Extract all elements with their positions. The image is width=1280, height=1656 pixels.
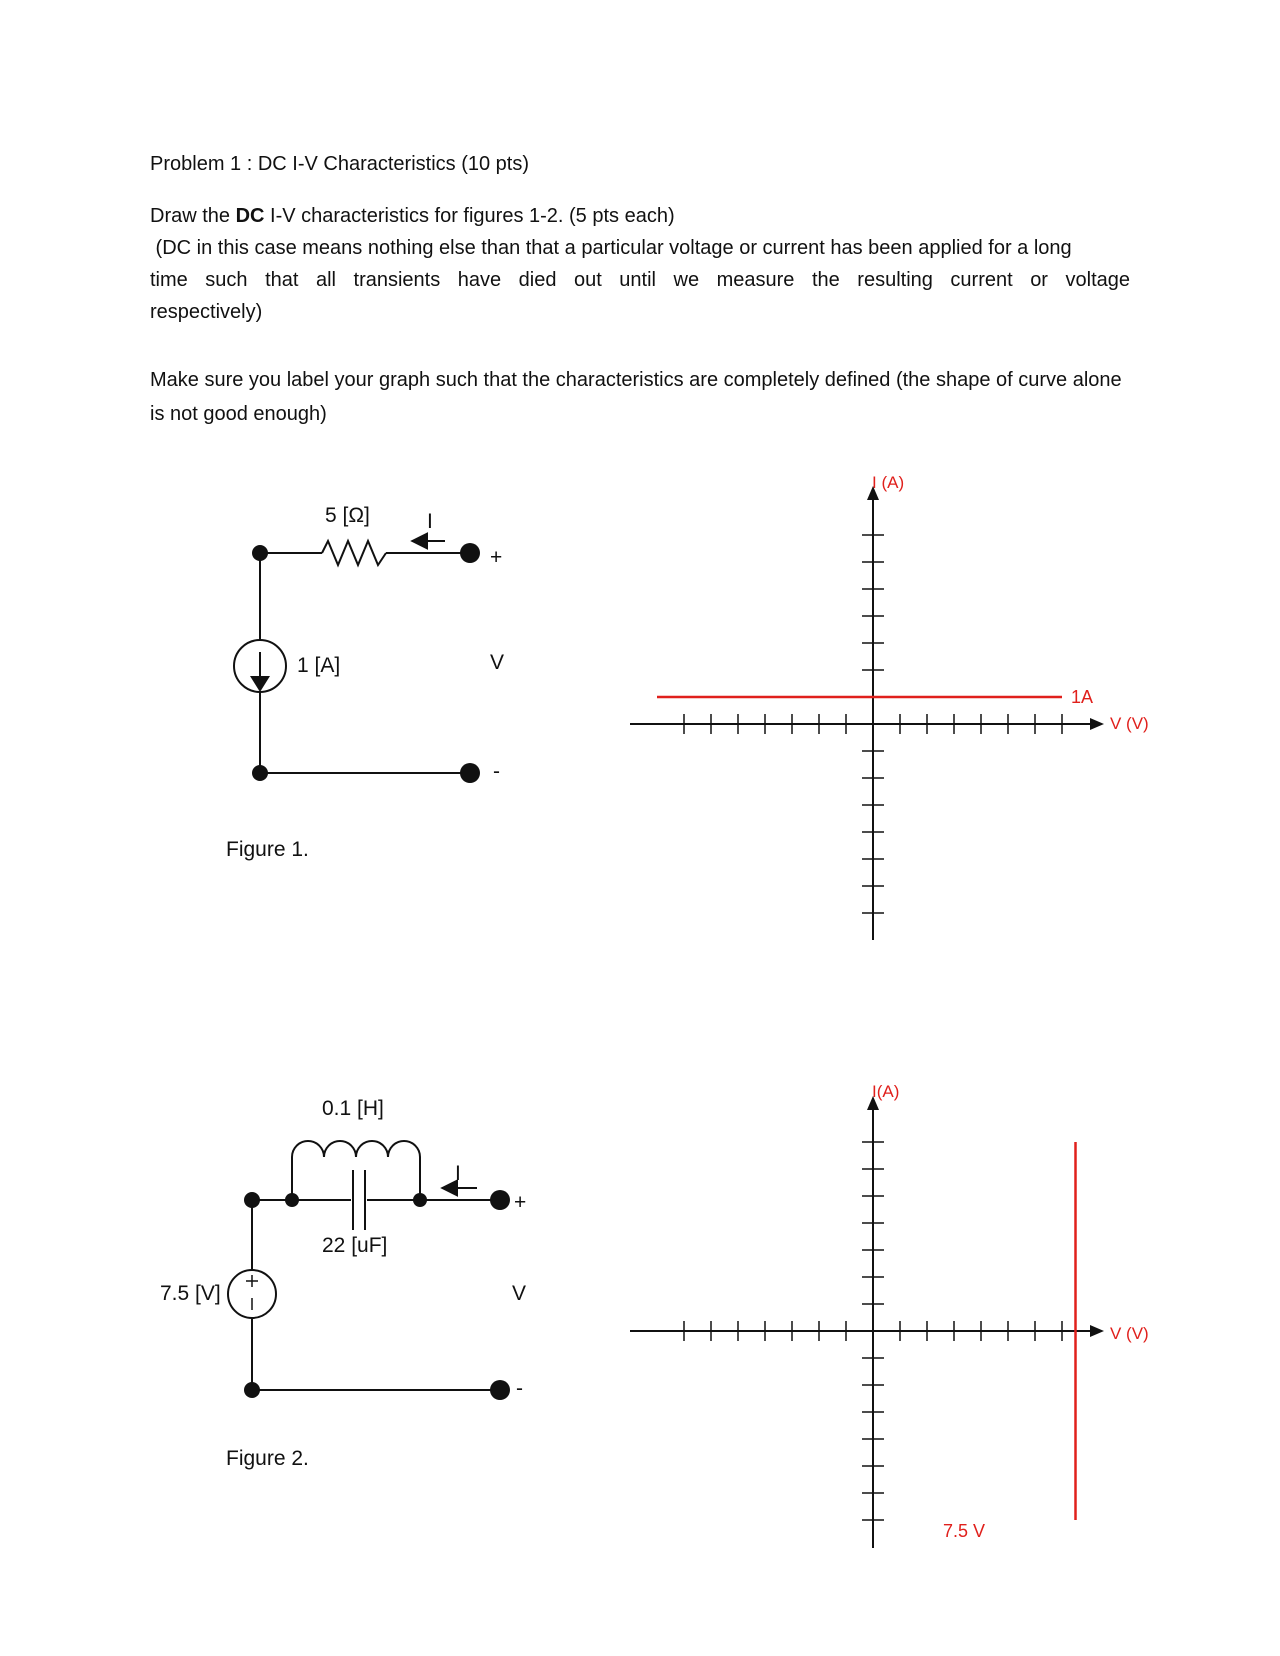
inductor-label: 0.1 [H] (322, 1097, 384, 1120)
resistor-label: 5 [Ω] (325, 504, 370, 527)
plus-label: + (490, 546, 503, 569)
vsource-label: 7.5 [V] (160, 1282, 221, 1305)
figure1-circuit (234, 541, 470, 773)
fig1-terminal-minus (460, 763, 480, 783)
graph1-x-axis-label: V (V) (1110, 714, 1149, 733)
graph1-answer-label: 1A (1071, 687, 1094, 707)
graph1-y-axis-label: I (A) (872, 473, 905, 492)
fig2-node-lc-right (413, 1193, 427, 1207)
fig2-voltage-label: V (512, 1282, 527, 1305)
fig1-node-bottom-left (252, 765, 268, 781)
fig2-plus-label: + (514, 1191, 527, 1214)
current-source-arrowhead (250, 676, 270, 692)
fig2-terminal-minus (490, 1380, 510, 1400)
fig1-terminal-plus (460, 543, 480, 563)
fig2-node-lc-left (285, 1193, 299, 1207)
fig2-current-label: I (455, 1162, 461, 1185)
intro-pre: Draw the (150, 205, 236, 227)
fig2-node-top-left (244, 1192, 260, 1208)
intro-post: I-V characteristics for figures 1-2. (5 pts each) (264, 205, 675, 227)
figure1-caption: Figure 1. (226, 838, 309, 861)
intro-line-1: (DC in this case means nothing else than that a particular voltage or current has been applied for a long (150, 237, 1072, 259)
graph2-x-axis-label: V (V) (1110, 1324, 1149, 1343)
capacitor-label: 22 [uF] (322, 1234, 388, 1257)
current-label: I (427, 510, 433, 533)
problem-title: Problem 1 : DC I-V Characteristics (10 pts) (150, 153, 529, 175)
graph1-iv-plot (630, 486, 1104, 940)
intro-line-2: time such that all transients have died out until we measure the resulting current or voltage (150, 269, 1130, 291)
figure2-caption: Figure 2. (226, 1447, 309, 1470)
x-axis-arrowhead (1090, 1325, 1104, 1337)
source-label: 1 [A] (297, 654, 341, 677)
intro-line-3: respectively) (150, 301, 263, 323)
intro-bold-dc: DC (235, 205, 265, 227)
inductor-0-1H (292, 1141, 420, 1157)
x-axis-arrowhead (1090, 718, 1104, 730)
fig2-node-bottom-left (244, 1382, 260, 1398)
fig2-terminal-plus (490, 1190, 510, 1210)
graph2-y-axis-label: I(A) (872, 1082, 900, 1101)
graph2-iv-plot (630, 1096, 1104, 1548)
fig2-minus-label: - (516, 1377, 523, 1400)
resistor-5ohm (322, 541, 386, 565)
figure2-nodes (244, 1190, 510, 1400)
labeling-note: Make sure you label your graph such that the characteristics are completely defined (the shape of curve alone is not good enough) (150, 369, 1122, 425)
minus-label: - (493, 760, 500, 783)
fig1-node-top-left (252, 545, 268, 561)
voltage-label: V (490, 651, 505, 674)
graph2-answer-label: 7.5 V (943, 1521, 986, 1541)
